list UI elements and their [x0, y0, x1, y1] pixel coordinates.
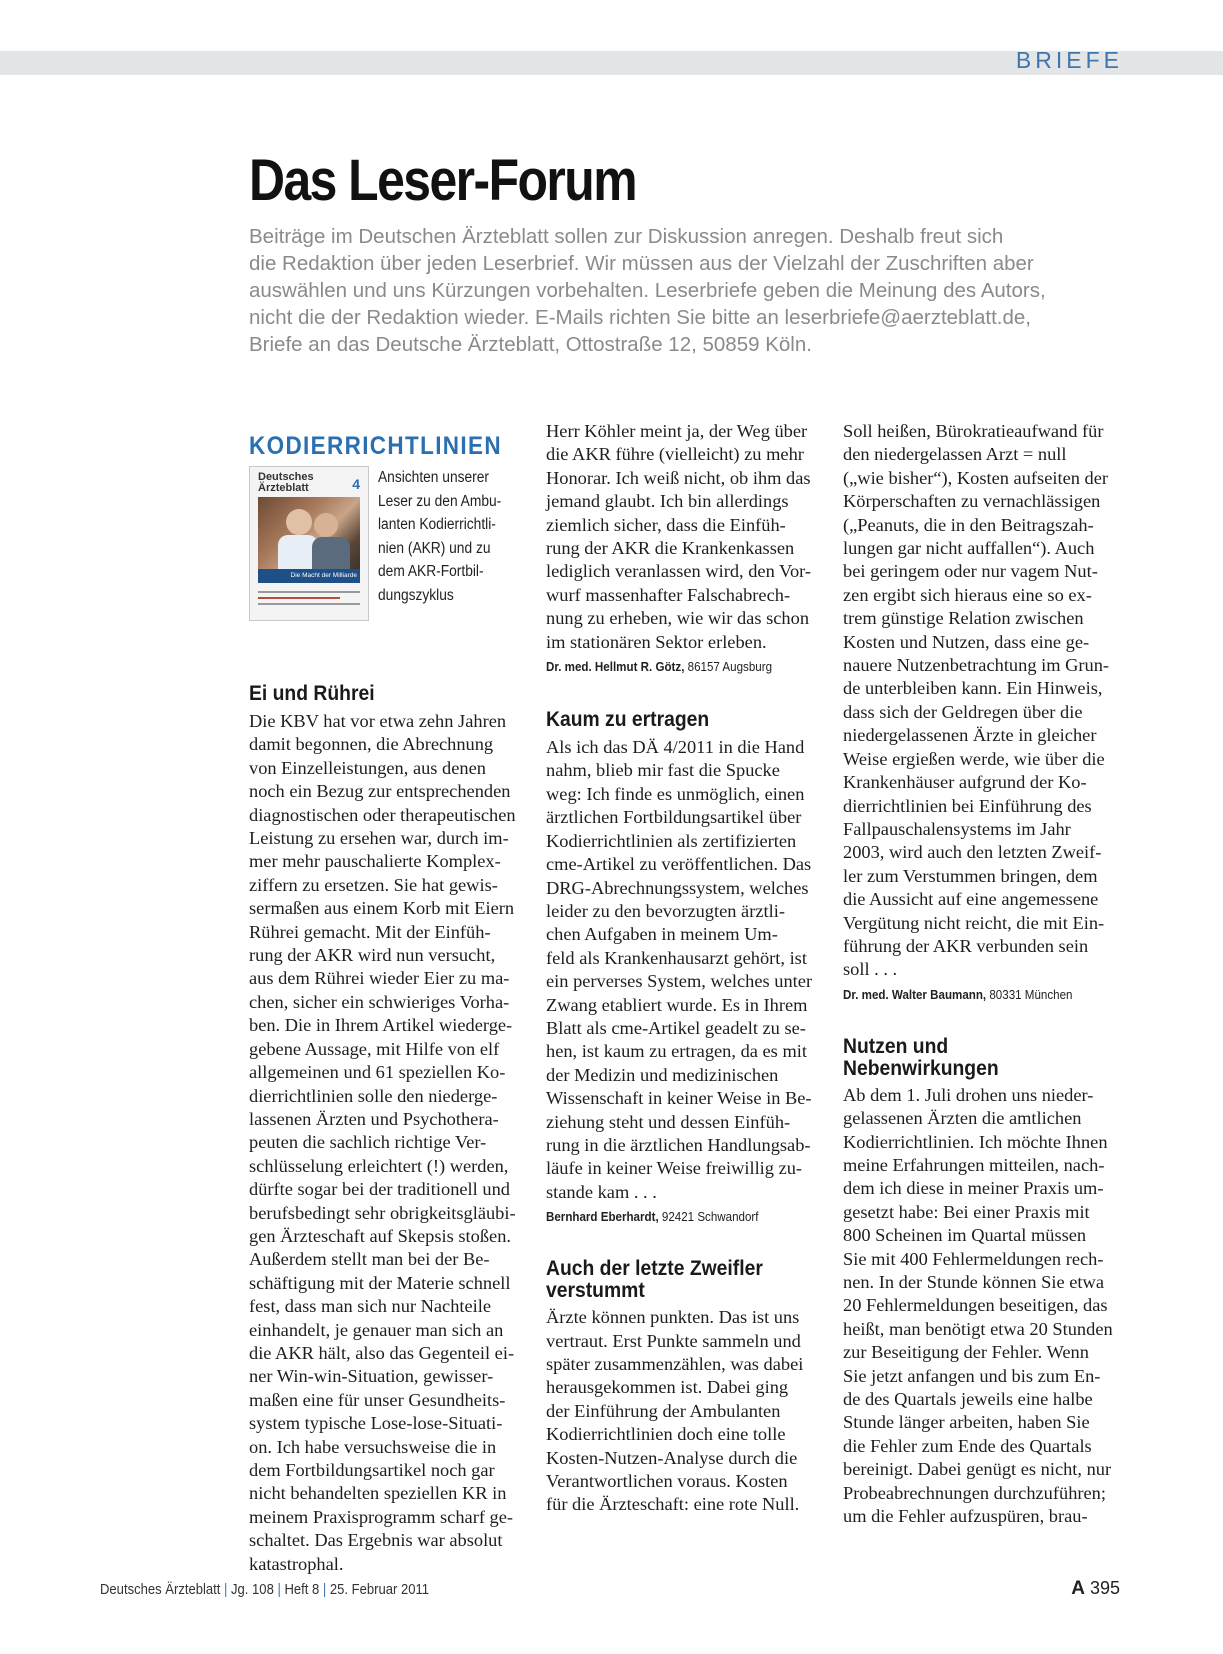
text-line: schäftigung mit der Materie schnell — [249, 1272, 511, 1293]
text-line: einhandelt, je genauer man sich an — [249, 1319, 504, 1340]
text-line: peuten die sachlich richtige Ver- — [249, 1132, 487, 1153]
cover-issue-number: 4 — [352, 476, 360, 492]
letter-body-auch-der-letzte-zweifler — [546, 1306, 816, 1517]
text-line: lanten Kodierrichtli- — [378, 516, 496, 533]
footer-issue: Heft 8 — [284, 1582, 320, 1598]
text-line: chen Aufgaben in meinem Um- — [546, 924, 778, 945]
text-line: trem günstige Relation zwischen — [843, 608, 1084, 629]
text-line: Verantwortlichen voraus. Kosten — [546, 1471, 788, 1492]
text-line: Kodierrichtlinien doch eine tolle — [546, 1424, 786, 1445]
text-line: gen Ärzteschaft auf Skepsis stoßen. — [249, 1225, 511, 1246]
text-line: ziffern zu ersetzen. Sie hat gewis- — [249, 874, 498, 895]
text-line: im stationären Sektor erleben. — [546, 631, 767, 652]
text-line: ben. Die in Ihrem Artikel wiederge- — [249, 1015, 513, 1036]
text-line: den niedergelassen Arzt = null — [843, 444, 1067, 465]
page-title: Das Leser-Forum — [249, 148, 637, 213]
column-1 — [249, 432, 519, 1576]
text-line: Blatt als cme-Artikel geadelt zu se- — [546, 1017, 806, 1038]
text-line: dem ich diese in meiner Praxis um- — [843, 1178, 1104, 1199]
text-line: diagnostischen oder therapeutischen — [249, 804, 516, 825]
text-line: vertraut. Erst Punkte sammeln und — [546, 1330, 801, 1351]
text-line: dem AKR-Fortbil- — [378, 563, 484, 580]
text-line: herausgekommen ist. Dabei ging — [546, 1377, 789, 1398]
text-line: wurf massenhafter Falschabrech- — [546, 584, 791, 605]
text-line: für die Ärzteschaft: eine rote Null. — [546, 1494, 800, 1515]
page-number: A 395 — [1071, 1578, 1120, 1599]
letter-title-nutzen-und-nebenwirkungen — [843, 1036, 1101, 1080]
text-line: Auch der letzte Zweifler — [546, 1257, 763, 1281]
text-line: Leistung zu ersehen war, durch im- — [249, 828, 509, 849]
cover-description — [378, 466, 505, 638]
text-line: cme-Artikel zu veröffentlichen. Das — [546, 854, 812, 875]
text-line: rung in die ärztlichen Handlungsab- — [546, 1134, 811, 1155]
text-line: 2003, wird auch den letzten Zweif- — [843, 842, 1102, 863]
text-line: Wissenschaft in keiner Weise in Be- — [546, 1088, 812, 1109]
text-line: nen. In der Stunde können Sie etwa — [843, 1272, 1104, 1292]
text-line: Weise ergießen werde, wie über die — [843, 748, 1105, 769]
text-line: stande kam . . . — [546, 1181, 657, 1202]
text-line: meine Erfahrungen mitteilen, nach- — [843, 1154, 1105, 1175]
text-line: die Aussicht auf eine angemessene — [843, 889, 1099, 910]
letter-title-kaum-zu-ertragen: Kaum zu ertragen — [546, 708, 710, 732]
magazine-cover-image — [249, 466, 369, 621]
letter-signature-baumann: Dr. med. Walter Baumann, 80331 München — [843, 987, 1073, 1002]
text-line: dierrichtlinien bei Einführung des — [843, 795, 1092, 816]
text-line: de unterbleiben kann. Ein Hinweis, — [843, 678, 1103, 699]
text-line: dierrichtlinien solle den niederge- — [249, 1085, 498, 1106]
text-line: allgemeinen und 61 speziellen Ko- — [249, 1062, 506, 1083]
cover-block — [249, 466, 519, 638]
text-line: später zusammenzählen, was dabei — [546, 1354, 804, 1374]
text-line: nauere Nutzenbetrachtung im Grun- — [843, 655, 1110, 676]
text-line: gesetzt habe: Bei einer Praxis mit — [843, 1201, 1090, 1222]
text-line: zur Beseitigung der Fehler. Wenn — [843, 1342, 1089, 1363]
letter-signature-eberhardt: Bernhard Eberhardt, 92421 Schwandorf — [546, 1210, 759, 1225]
text-line: soll . . . — [843, 959, 898, 980]
text-line: rung der AKR die Krankenkassen — [546, 538, 795, 559]
text-line: Nutzen und — [843, 1034, 949, 1058]
text-line: bereinigt. Dabei genügt es nicht, nur — [843, 1459, 1112, 1480]
text-line: system typische Lose-lose-Situati- — [249, 1413, 503, 1434]
text-line: fest, dass man sich nur Nachteile — [249, 1296, 492, 1317]
text-line: katastrophal. — [249, 1553, 344, 1574]
text-line: bei geringem oder nur vagem Nut- — [843, 561, 1098, 582]
letter-signature-goetz: Dr. med. Hellmut R. Götz, 86157 Augsburg — [546, 660, 773, 675]
text-line: weg: Ich finde es unmöglich, einen — [546, 783, 805, 804]
text-line: der Medizin und medizinischen — [546, 1064, 779, 1085]
text-line: lediglich veranlassen wird, den Vor- — [546, 561, 812, 582]
text-line: maßen eine für unser Gesundheits- — [249, 1389, 506, 1410]
text-line: um die Fehler aufzuspüren, brau- — [843, 1506, 1088, 1527]
text-line: sermaßen aus einem Korb mit Eiern — [249, 898, 515, 919]
text-line: rung der AKR wird nun versucht, — [249, 945, 496, 966]
text-line: Nebenwirkungen — [843, 1056, 999, 1080]
text-line: („wie bisher“), Kosten aufseiten der — [843, 467, 1109, 488]
text-line: nien (AKR) und zu — [378, 539, 491, 557]
text-line: Als ich das DÄ 4/2011 in die Hand — [546, 737, 805, 758]
text-line: die Fehler zum Ende des Quartals — [843, 1435, 1092, 1456]
footer-date: 25. Februar 2011 — [329, 1582, 430, 1598]
text-line: ner Win-win-Situation, gewisser- — [249, 1366, 494, 1387]
text-line: verstummt — [546, 1279, 645, 1303]
text-line: niedergelassenen Ärzte in gleicher — [843, 725, 1097, 746]
text-line: heißt, man benötigt etwa 20 Stunden — [843, 1318, 1113, 1339]
text-line: dürfte sogar bei der traditionell und — [249, 1179, 510, 1200]
text-line: Kosten-Nutzen-Analyse durch die — [546, 1447, 798, 1468]
text-line: Ärzte können punkten. Das ist uns — [546, 1307, 800, 1328]
text-line: Soll heißen, Bürokratieaufwand für — [843, 421, 1104, 441]
column-3 — [843, 420, 1123, 1528]
text-line: ärztlichen Fortbildungsartikel über — [546, 807, 802, 828]
text-line: Vergütung nicht reicht, die mit Ein- — [843, 912, 1105, 933]
letter-title-auch-der-letzte-zweifler — [546, 1258, 794, 1302]
text-line: Ansichten unserer — [378, 469, 489, 486]
text-line: Honorar. Ich weiß nicht, ob ihm das — [546, 467, 811, 488]
text-line: die AKR führe (vielleicht) zu mehr — [546, 444, 804, 465]
text-line: auswählen und uns Kürzungen vorbehalten. Leserbriefe geben die Meinung des Autors, — [249, 279, 1046, 302]
text-line: dass sich der Geldregen über die — [843, 701, 1083, 722]
letter-body-ei-continued — [546, 420, 816, 654]
text-line: jemand glaubt. Ich bin allerdings — [546, 491, 789, 512]
text-line: von Einzelleistungen, aus denen — [249, 757, 486, 778]
text-line: Körperschaften zu vernachlässigen — [843, 491, 1101, 512]
text-line: feld als Krankenhausarzt gehört, ist — [546, 947, 807, 968]
text-line: Kosten und Nutzen, dass eine ge- — [843, 631, 1090, 652]
text-line: 20 Fehlermeldungen beseitigen, das — [843, 1295, 1108, 1316]
text-line: der Einführung der Ambulanten — [546, 1400, 781, 1421]
cover-caption: Die Macht der Milliarde — [258, 569, 360, 583]
text-line: Sie mit 400 Fehlermeldungen rech- — [843, 1248, 1104, 1269]
text-line: Außerdem stellt man bei der Be- — [249, 1249, 490, 1270]
text-line: 800 Scheinen im Quartal müssen — [843, 1225, 1087, 1246]
text-line: schlüsselung erleichtert (!) werden, — [249, 1155, 509, 1176]
text-line: Beiträge im Deutschen Ärzteblatt sollen zur Diskussion anregen. Deshalb freut sich — [249, 225, 1004, 248]
text-line: ziehung steht und dessen Einfüh- — [546, 1111, 791, 1132]
footer-journal: Deutsches Ärzteblatt — [100, 1582, 221, 1598]
text-line: de des Quartals jeweils eine halbe — [843, 1389, 1093, 1410]
text-line: („Peanuts, die in den Beitragszah- — [843, 514, 1094, 535]
text-line: zen ergibt sich hieraus eine so ex- — [843, 584, 1092, 605]
letter-title-ei-und-ruehrei: Ei und Rührei — [249, 682, 375, 705]
text-line: Zwang etabliert wurde. Es in Ihrem — [546, 994, 808, 1015]
text-line: Leser zu den Ambu- — [378, 492, 502, 510]
text-line: berufsbedingt sehr obrigkeitsgläubi- — [249, 1202, 516, 1223]
text-line: Sie jetzt anfangen und bis zum En- — [843, 1365, 1101, 1386]
text-line: die AKR hält, also das Gegenteil ei- — [249, 1342, 515, 1363]
topic-kicker: KODIERRICHTLINIEN — [249, 432, 502, 460]
text-line: Fallpauschalensystems im Jahr — [843, 818, 1071, 839]
text-line: Krankenhäuser aufgrund der Ko- — [843, 772, 1087, 793]
text-line: Briefe an das Deutsche Ärzteblatt, Ottostraße 12, 50859 Köln. — [249, 333, 812, 356]
letter-body-kaum-zu-ertragen — [546, 736, 816, 1204]
text-line: Ab dem 1. Juli drohen uns nieder- — [843, 1084, 1094, 1105]
text-line: mer mehr pauschalierte Komplex- — [249, 851, 501, 872]
text-line: leider zu den bevorzugten ärztli- — [546, 900, 785, 921]
text-line: lassenen Ärzten und Psychothera- — [249, 1108, 499, 1129]
text-line: hen, ist kaum zu ertragen, da es mit — [546, 1041, 807, 1062]
cover-text-lines — [258, 591, 360, 609]
text-line: DRG-Abrechnungssystem, welches — [546, 877, 809, 898]
text-line: gelassenen Ärzten die amtlichen — [843, 1108, 1082, 1129]
footer-volume: Jg. 108 — [231, 1582, 274, 1598]
text-line: läufe in keiner Weise freiwillig zu- — [546, 1158, 803, 1179]
text-line: Kodierrichtlinien als zertifizierten — [546, 830, 797, 851]
text-line: Die KBV hat vor etwa zehn Jahren — [249, 711, 507, 731]
text-line: lungen gar nicht auffallen“). Auch — [843, 538, 1095, 559]
text-line: aus dem Rührei wieder Eier zu ma- — [249, 968, 510, 989]
text-line: Stunde länger arbeiten, haben Sie — [843, 1412, 1090, 1433]
text-line: dem Fortbildungsartikel noch gar — [249, 1460, 495, 1480]
letter-body-ei-und-ruehrei — [249, 710, 519, 1576]
text-line: gebene Aussage, mit Hilfe von elf — [249, 1038, 500, 1059]
text-line: führung der AKR verbunden sein — [843, 935, 1089, 956]
text-line: nahm, blieb mir fast die Spucke — [546, 760, 780, 781]
text-line: ler zum Verstummen bringen, dem — [843, 865, 1098, 886]
section-label: BRIEFE — [1015, 47, 1123, 73]
text-line: nicht behandelten speziellen KR in — [249, 1483, 507, 1504]
text-line: Herr Köhler meint ja, der Weg über — [546, 421, 808, 441]
text-line: noch ein Bezug zur entsprechenden — [249, 781, 511, 802]
text-line: nicht die der Redaktion wieder. E-Mails richten Sie bitte an leserbriefe@aerzteblatt.de, — [249, 306, 1031, 329]
text-line: die Redaktion über jeden Leserbrief. Wir müssen aus der Vielzahl der Zuschriften aber — [249, 252, 1034, 275]
footer-citation: Deutsches Ärzteblatt | Jg. 108 | Heft 8 | 25. Februar 2011 — [100, 1582, 430, 1598]
text-line: damit begonnen, die Abrechnung — [249, 734, 494, 755]
text-line: Probeabrechnungen durchzuführen; — [843, 1482, 1106, 1503]
text-line: on. Ich habe versuchsweise die in — [249, 1436, 497, 1457]
cover-brand: Deutsches Ärzteblatt — [258, 471, 314, 494]
column-2 — [546, 420, 816, 1517]
text-line: chen, sicher ein schwieriges Vorha- — [249, 991, 510, 1012]
text-line: meinem Praxisprogramm scharf ge- — [249, 1506, 514, 1527]
intro-text — [249, 223, 1129, 358]
text-line: Rührei gemacht. Mit der Einfüh- — [249, 921, 491, 942]
text-line: ein perverses System, welches unter — [546, 971, 813, 992]
letter-body-nutzen-und-nebenwirkungen — [843, 1084, 1123, 1529]
text-line: dungszyklus — [378, 586, 454, 604]
text-line: Kodierrichtlinien. Ich möchte Ihnen — [843, 1131, 1108, 1152]
text-line: schaltet. Das Ergebnis war absolut — [249, 1530, 503, 1551]
letter-body-zweifler-continued — [843, 420, 1123, 982]
text-line: nung zu erheben, wie wir das schon — [546, 608, 810, 629]
text-line: ziemlich sicher, dass die Einfüh- — [546, 514, 786, 535]
